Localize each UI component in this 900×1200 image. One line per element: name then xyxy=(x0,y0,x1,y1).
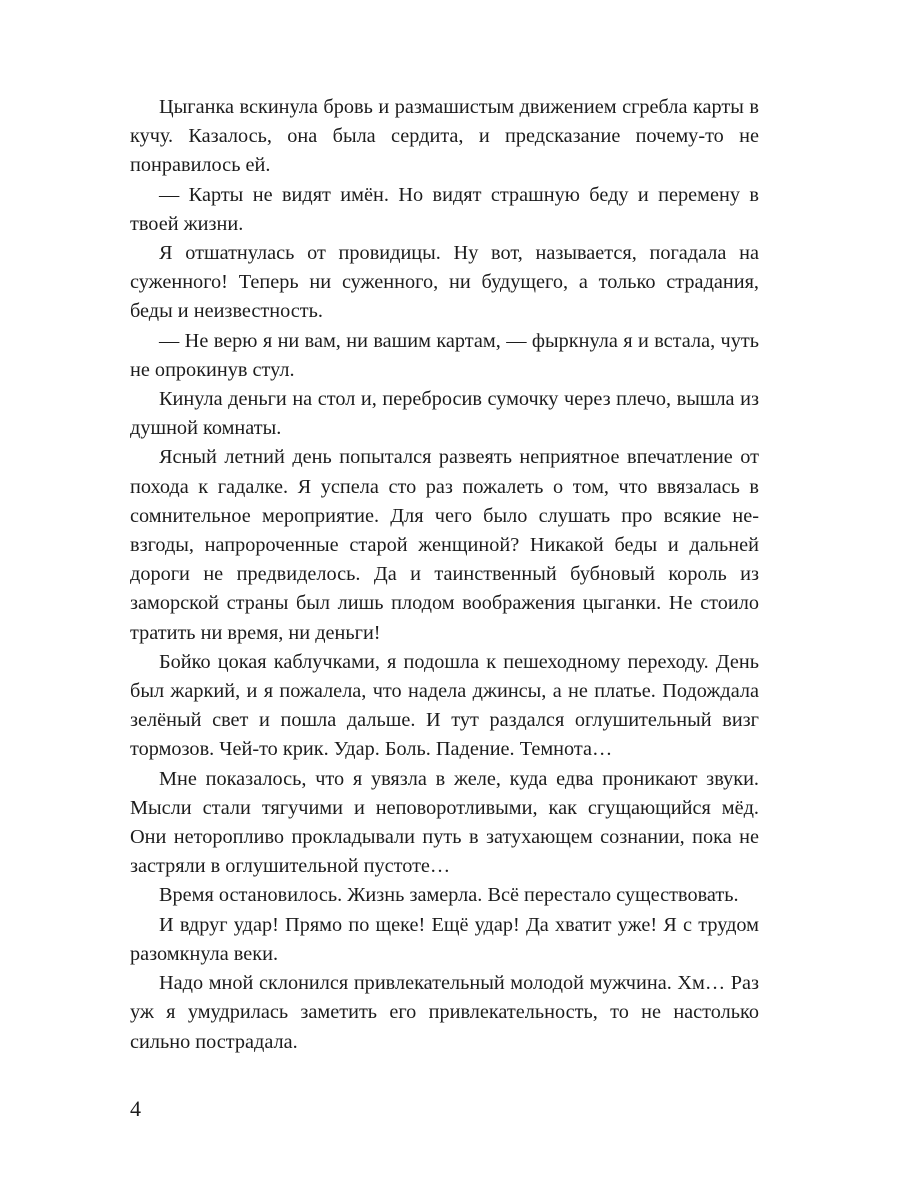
paragraph: И вдруг удар! Прямо по щеке! Ещё удар! Да хватит уже! Я с трудом разомкнула веки. xyxy=(130,913,759,965)
paragraph: Кинула деньги на стол и, перебросив сумочку через плечо, вышла из душной комнаты. xyxy=(130,388,759,440)
page-number: 4 xyxy=(130,1096,141,1121)
paragraph: Надо мной склонился привлекательный молодой мужчина. Хм… Раз уж я умудрилась заметить его привлекательность, то не настолько сильно пострадала. xyxy=(130,972,759,1053)
paragraph: Цыганка вскинула бровь и размашистым движением сгребла карты в кучу. Казалось, она была сердита, и предсказание почему-то не понравилось ей. xyxy=(130,96,759,177)
paragraph: — Карты не видят имён. Но видят страшную беду и перемену в твоей жизни. xyxy=(130,183,759,235)
paragraph: Время остановилось. Жизнь замерла. Всё перестало существовать. xyxy=(159,884,739,907)
body-text xyxy=(130,93,759,1057)
paragraph: — Не верю я ни вам, ни вашим картам, — фыркнула я и встала, чуть не опрокинув стул. xyxy=(130,329,759,381)
paragraph: Мне показалось, что я увязла в желе, куда едва проникают звуки. Мысли стали тягучими и неповоротливыми, как сгущающийся мёд. Они неторопливо прокладывали путь в затухающем сознании, пока не застряли в оглушительной пустоте… xyxy=(130,767,759,878)
paragraph: Ясный летний день попытался развеять неприятное впечатление от похода к гадалке. Я успела сто раз пожалеть о том, что ввязалась в сомнительное мероприятие. Для чего было слушать про всякие невзгоды, напророченные старой женщиной? Никакой беды и дальней дороги не предвиделось. Да и таинственный бубновый король из заморской страны был лишь плодом воображения цыганки. Не стоило тратить ни время, ни деньги! xyxy=(130,446,759,644)
paragraph: Я отшатнулась от провидицы. Ну вот, называется, погадала на суженного! Теперь ни суженного, ни будущего, а только страдания, беды и неизвестность. xyxy=(130,242,759,323)
paragraph: Бойко цокая каблучками, я подошла к пешеходному переходу. День был жаркий, и я пожалела, что надела джинсы, а не платье. Подождала зелёный свет и пошла дальше. И тут раздался оглушительный визг тормозов. Чей-то крик. Удар. Боль. Падение. Темнота… xyxy=(130,650,759,761)
